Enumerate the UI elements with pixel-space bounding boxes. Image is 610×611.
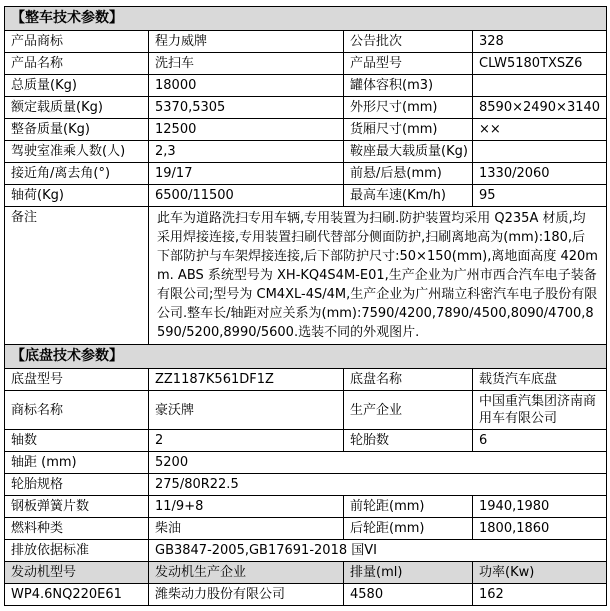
table-row (5, 163, 607, 185)
vehicle-section-title: 【整车技术参数】 (5, 7, 607, 31)
spec-value: 1800,1860 (473, 518, 607, 540)
spec-label: 外形尺寸(mm) (344, 97, 473, 119)
table-row (5, 391, 607, 430)
engine-value-cell: WP4.6NQ220E61 (5, 584, 149, 606)
spec-value: 1330/2060 (473, 163, 607, 185)
spec-label: 货厢尺寸(mm) (344, 119, 473, 141)
spec-value: 275/80R22.5 (149, 474, 607, 496)
spec-label: 鞍座最大载质量(Kg) (344, 141, 473, 163)
spec-label: 产品型号 (344, 53, 473, 75)
spec-label: 底盘型号 (5, 369, 149, 391)
table-row (5, 75, 607, 97)
spec-label: 底盘名称 (344, 369, 473, 391)
engine-header-cell: 发动机生产企业 (149, 562, 344, 584)
spec-label: 燃料种类 (5, 518, 149, 540)
spec-label: 产品名称 (5, 53, 149, 75)
spec-label: 额定载质量(Kg) (5, 97, 149, 119)
table-row (5, 185, 607, 207)
spec-label: 接近角/离去角(°) (5, 163, 149, 185)
spec-label: 公告批次 (344, 31, 473, 53)
engine-header-cell: 排量(ml) (344, 562, 473, 584)
vehicle-spec-table (4, 6, 607, 606)
spec-label: 前轮距(mm) (344, 496, 473, 518)
spec-label: 轴距 (mm) (5, 452, 149, 474)
table-row (5, 31, 607, 53)
spec-label: 轮胎数 (344, 430, 473, 452)
spec-value: 中国重汽集团济南商用车有限公司 (473, 391, 607, 430)
spec-value (473, 75, 607, 97)
spec-value: 18000 (149, 75, 344, 97)
table-row (5, 452, 607, 474)
spec-label: 后轮距(mm) (344, 518, 473, 540)
spec-value: 8590×2490×3140 (473, 97, 607, 119)
spec-value: 柴油 (149, 518, 344, 540)
table-row (5, 141, 607, 163)
spec-value: 12500 (149, 119, 344, 141)
spec-value: 1940,1980 (473, 496, 607, 518)
table-row-section-header (5, 345, 607, 369)
spec-value: 95 (473, 185, 607, 207)
chassis-section-title: 【底盘技术参数】 (5, 345, 607, 369)
table-row (5, 119, 607, 141)
spec-value: 6 (473, 430, 607, 452)
engine-value-cell: 潍柴动力股份有限公司 (149, 584, 344, 606)
spec-value (473, 141, 607, 163)
spec-value: GB3847-2005,GB17691-2018 国VI (149, 540, 607, 562)
spec-label: 商标名称 (5, 391, 149, 430)
engine-value-cell: 4580 (344, 584, 473, 606)
spec-label: 整备质量(Kg) (5, 119, 149, 141)
spec-label: 总质量(Kg) (5, 75, 149, 97)
spec-value: 11/9+8 (149, 496, 344, 518)
spec-label: 驾驶室准乘人数(人) (5, 141, 149, 163)
spec-label: 前悬/后悬(mm) (344, 163, 473, 185)
spec-value: 6500/11500 (149, 185, 344, 207)
spec-label: 轴数 (5, 430, 149, 452)
table-row (5, 518, 607, 540)
spec-value: 豪沃牌 (149, 391, 344, 430)
spec-label: 轮胎规格 (5, 474, 149, 496)
spec-label: 生产企业 (344, 391, 473, 430)
spec-value: ZZ1187K561DF1Z (149, 369, 344, 391)
spec-value: CLW5180TXSZ6 (473, 53, 607, 75)
spec-label: 罐体容积(m3) (344, 75, 473, 97)
spec-label: 排放依据标准 (5, 540, 149, 562)
spec-value: 洗扫车 (149, 53, 344, 75)
spec-label: 钢板弹簧片数 (5, 496, 149, 518)
spec-value: ×× (473, 119, 607, 141)
engine-header-cell: 功率(Kw) (473, 562, 607, 584)
table-row (5, 97, 607, 119)
spec-value: 328 (473, 31, 607, 53)
table-row (5, 496, 607, 518)
table-row (5, 369, 607, 391)
engine-header-cell: 发动机型号 (5, 562, 149, 584)
spec-value: 5370,5305 (149, 97, 344, 119)
table-row-section-header (5, 7, 607, 31)
table-row-remark (5, 207, 607, 345)
table-row (5, 474, 607, 496)
spec-label: 最高车速(Km/h) (344, 185, 473, 207)
table-row-engine-values (5, 584, 607, 606)
engine-value-cell: 162 (473, 584, 607, 606)
table-row (5, 540, 607, 562)
spec-value: 程力威牌 (149, 31, 344, 53)
table-row (5, 53, 607, 75)
spec-label: 轴荷(Kg) (5, 185, 149, 207)
spec-value: 载货汽车底盘 (473, 369, 607, 391)
remark-label: 备注 (5, 207, 149, 345)
spec-value: 2,3 (149, 141, 344, 163)
table-row-engine-header (5, 562, 607, 584)
spec-value: 5200 (149, 452, 607, 474)
spec-value: 19/17 (149, 163, 344, 185)
spec-value: 2 (149, 430, 344, 452)
spec-label: 产品商标 (5, 31, 149, 53)
table-row (5, 430, 607, 452)
remark-text: 此车为道路洗扫专用车辆,专用装置为扫刷.防护装置均采用 Q235A 材质,均采用焊接连接,专用装置扫刷代替部分侧面防护,扫刷离地高为(mm):180,后下部防护与车架焊接连接,后下部防护尺寸:50×150(mm),离地面高度 420mm. ABS 系统型号为 XH-KQ4S4M-E01,生产企业为广州市西合汽车电子装备有限公司;型号为 CM4XL-4S/4M,生产企业为广州瑞立科密汽车电子股份有限公司.整车长/轴距对应关系为(mm):7590/4200,7890/4500,8090/4700,8590/5200,8990/5600.选装不同的外观图片. (149, 207, 607, 345)
